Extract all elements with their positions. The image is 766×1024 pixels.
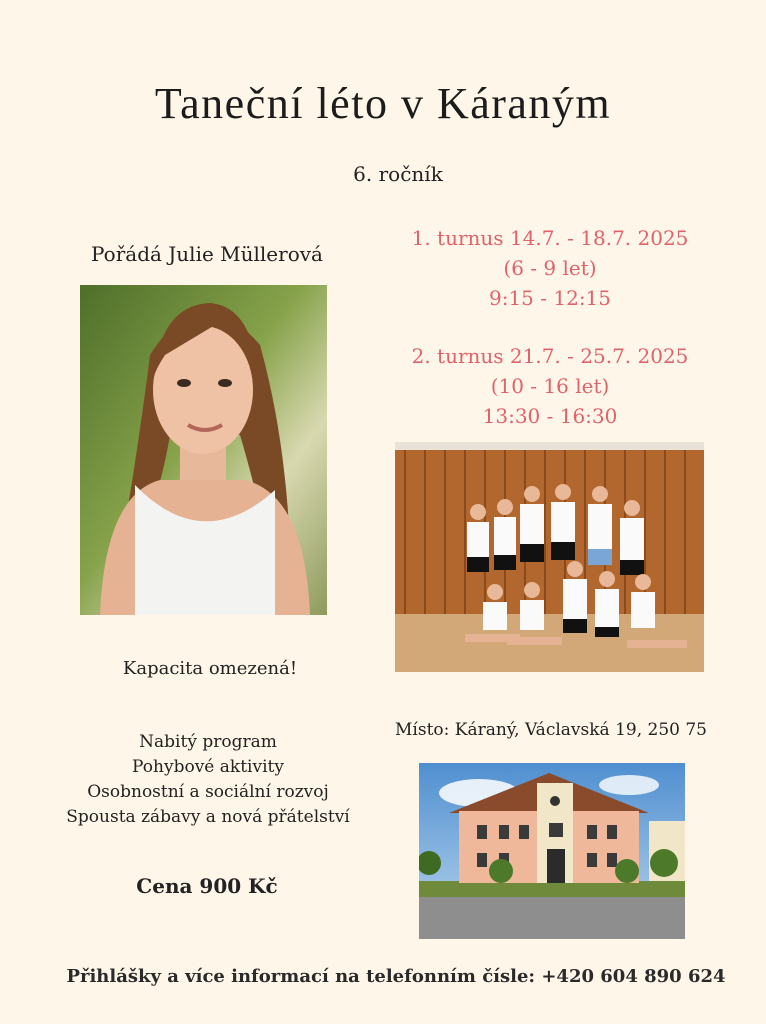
edition-label: 6. ročník [353, 162, 443, 186]
page-title: Taneční léto v Káraným [154, 79, 612, 128]
program-item: Osobnostní a sociální rozvoj [87, 782, 329, 802]
program-item: Nabitý program [139, 732, 277, 752]
program-item: Spousta zábavy a nová přátelství [66, 807, 350, 827]
term-1-dates: 1. turnus 14.7. - 18.7. 2025 [411, 226, 689, 250]
venue-building-photo [419, 763, 685, 939]
term-1 [395, 223, 705, 313]
term-2-dates: 2. turnus 21.7. - 25.7. 2025 [411, 344, 689, 368]
organizer-label: Pořádá Julie Müllerová [91, 242, 323, 266]
group-photo [395, 442, 704, 672]
term-2-ages: (10 - 16 let) [490, 374, 610, 398]
program-list [62, 730, 354, 830]
place-label: Místo: Káraný, Václavská 19, 250 75 [395, 720, 708, 740]
contact-info: Přihlášky a více informací na telefonním čísle: +420 604 890 624 [66, 966, 726, 987]
term-2 [395, 341, 705, 431]
term-1-ages: (6 - 9 let) [503, 256, 597, 280]
term-1-time: 9:15 - 12:15 [488, 286, 612, 310]
term-2-time: 13:30 - 16:30 [482, 404, 618, 428]
program-item: Pohybové aktivity [132, 757, 284, 777]
price-label: Cena 900 Kč [136, 874, 278, 898]
organizer-portrait-photo [80, 285, 327, 615]
capacity-notice: Kapacita omezená! [122, 658, 298, 679]
